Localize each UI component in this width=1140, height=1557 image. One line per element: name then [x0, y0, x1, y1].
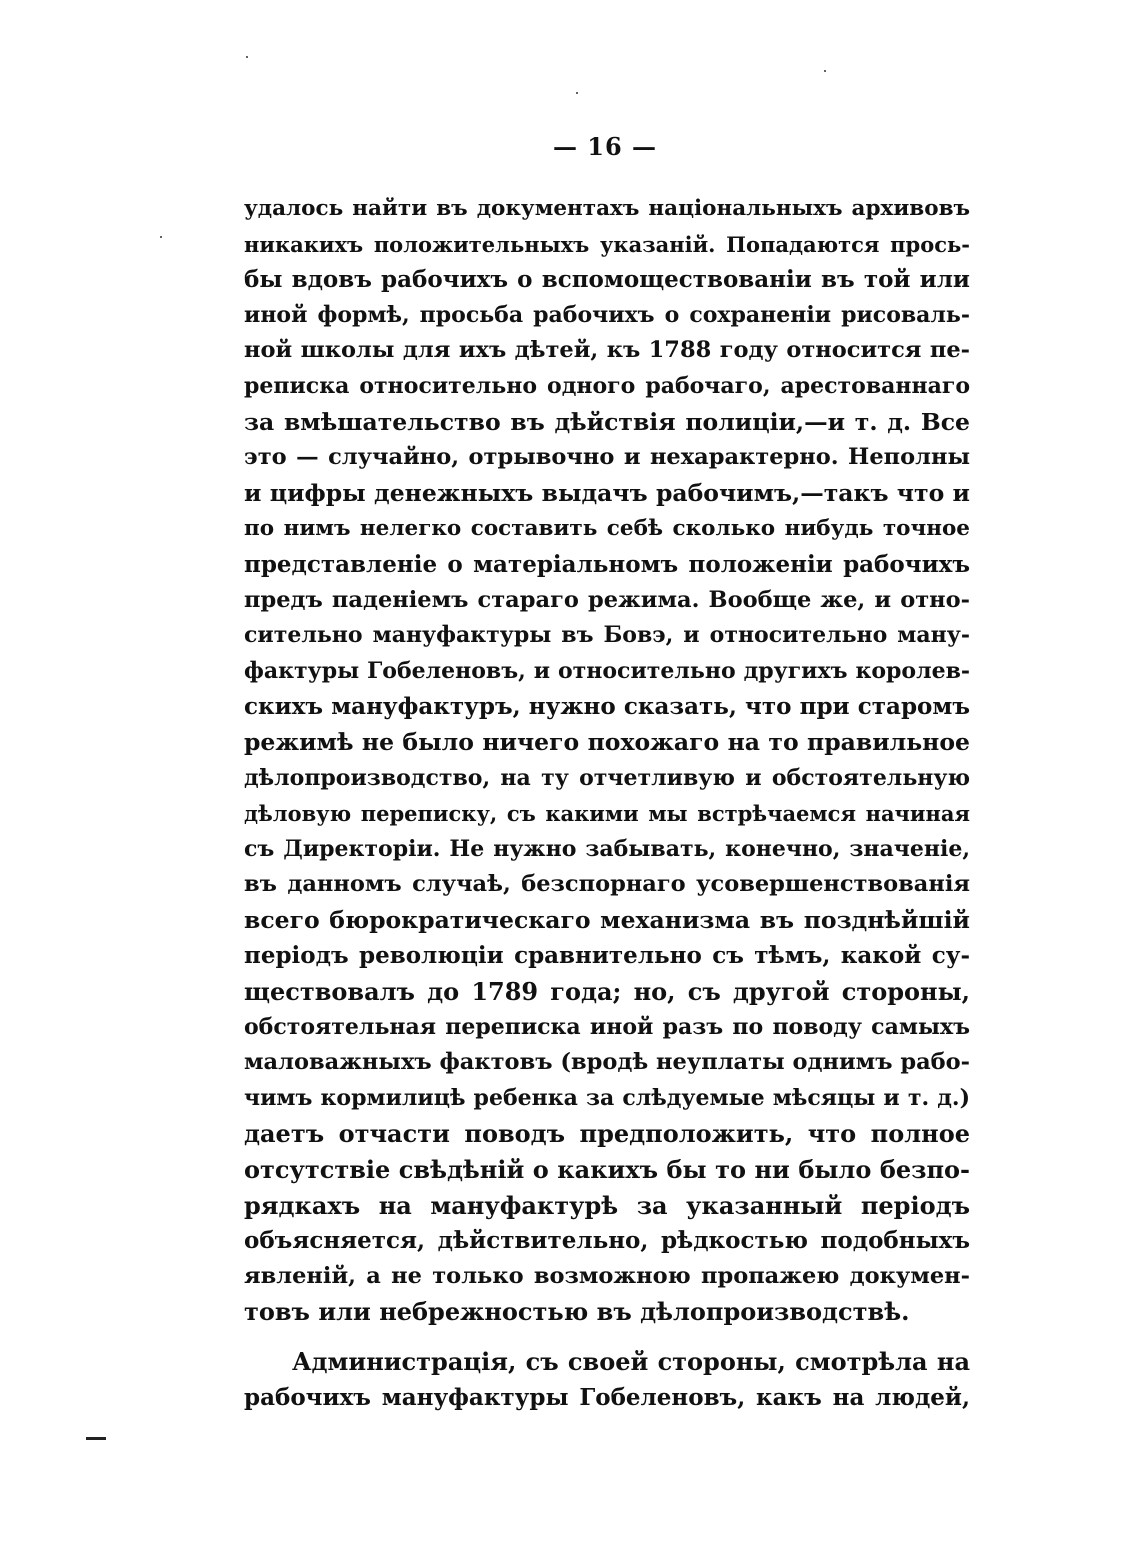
body-text: [244, 191, 970, 1415]
paragraph: [244, 191, 970, 1330]
paragraph-gap: [244, 1330, 970, 1344]
text-line: режимѣ не было ничего похожаго на то правильное: [244, 727, 970, 756]
scan-speck: [576, 92, 578, 94]
text-line: иной формѣ, просьба рабочихъ о сохраненіи рисоваль-: [244, 301, 970, 328]
text-line: явленій, а не только возможною пропажею докумен-: [244, 1262, 970, 1289]
text-line: обстоятельная переписка иной разъ по поводу самыхъ: [244, 1013, 970, 1040]
text-line: дѣлопроизводство, на ту отчетливую и обстоятельную: [244, 764, 970, 791]
text-line: рядкахъ на мануфактурѣ за указанный періодъ: [244, 1190, 970, 1220]
text-line: ной школы для ихъ дѣтей, къ 1788 году относится пе-: [244, 337, 970, 364]
text-line: отсутствіе свѣдѣній о какихъ бы то ни было безпо-: [244, 1155, 970, 1185]
scan-speck: [246, 56, 248, 58]
text-line: скихъ мануфактуръ, нужно сказать, что при старомъ: [244, 693, 970, 721]
text-line: Администрація, съ своей стороны, смотрѣла на: [292, 1347, 970, 1376]
text-line: даетъ отчасти поводъ предположить, что полное: [244, 1119, 970, 1149]
text-line: всего бюрократическаго механизма въ позднѣйшій: [244, 905, 970, 934]
text-line: періодъ революціи сравнительно съ тѣмъ, какой су-: [244, 942, 970, 970]
text-line: маловажныхъ фактовъ (вродѣ неуплаты однимъ рабо-: [244, 1049, 970, 1076]
text-line: въ данномъ случаѣ, безспорнаго усовершенствованія: [244, 871, 970, 898]
paragraph: [244, 1344, 970, 1415]
margin-mark: [86, 1437, 106, 1440]
scan-speck: [160, 236, 162, 238]
text-line: это — случайно, отрывочно и нехарактерно. Неполны: [244, 444, 970, 471]
text-line: сительно мануфактуры въ Бовэ, и относительно ману-: [244, 622, 970, 649]
text-line: представленіе о матеріальномъ положеніи рабочихъ: [244, 550, 970, 578]
text-line: удалось найти въ документахъ національныхъ архивовъ: [244, 196, 970, 221]
text-line: за вмѣшательство въ дѣйствія полиціи,—и т. д. Все: [244, 407, 970, 436]
text-line: чимъ кормилицѣ ребенка за слѣдуемые мѣсяцы и т. д.): [244, 1084, 970, 1111]
text-line: никакихъ положительныхъ указаній. Попадаются прось-: [244, 231, 970, 257]
text-line: бы вдовъ рабочихъ о вспомоществованіи въ той или: [244, 266, 970, 294]
scan-speck: [824, 70, 826, 72]
text-line: фактуры Гобеленовъ, и относительно другихъ королев-: [244, 657, 970, 684]
text-line: предъ паденіемъ стараго режима. Вообще же, и отно-: [244, 586, 970, 613]
text-line: объясняется, дѣйствительно, рѣдкостью подобныхъ: [244, 1227, 970, 1255]
text-line: по нимъ нелегко составить себѣ сколько нибудь точное: [244, 516, 970, 542]
page-number: — 16 —: [552, 132, 658, 161]
text-line: рабочихъ мануфактуры Гобеленовъ, какъ на людей,: [244, 1383, 970, 1411]
text-line: и цифры денежныхъ выдачъ рабочимъ,—такъ что и: [244, 478, 970, 507]
text-line: дѣловую переписку, съ какими мы встрѣчаемся начиная: [244, 801, 970, 827]
text-line: реписка относительно одного рабочаго, арестованнаго: [244, 372, 970, 399]
text-line: товъ или небрежностью въ дѣлопроизводствѣ.: [244, 1297, 910, 1327]
text-line: ществовалъ до 1789 года; но, съ другой стороны,: [244, 977, 970, 1007]
text-line: съ Директоріи. Не нужно забывать, конечно, значеніе,: [244, 835, 970, 862]
